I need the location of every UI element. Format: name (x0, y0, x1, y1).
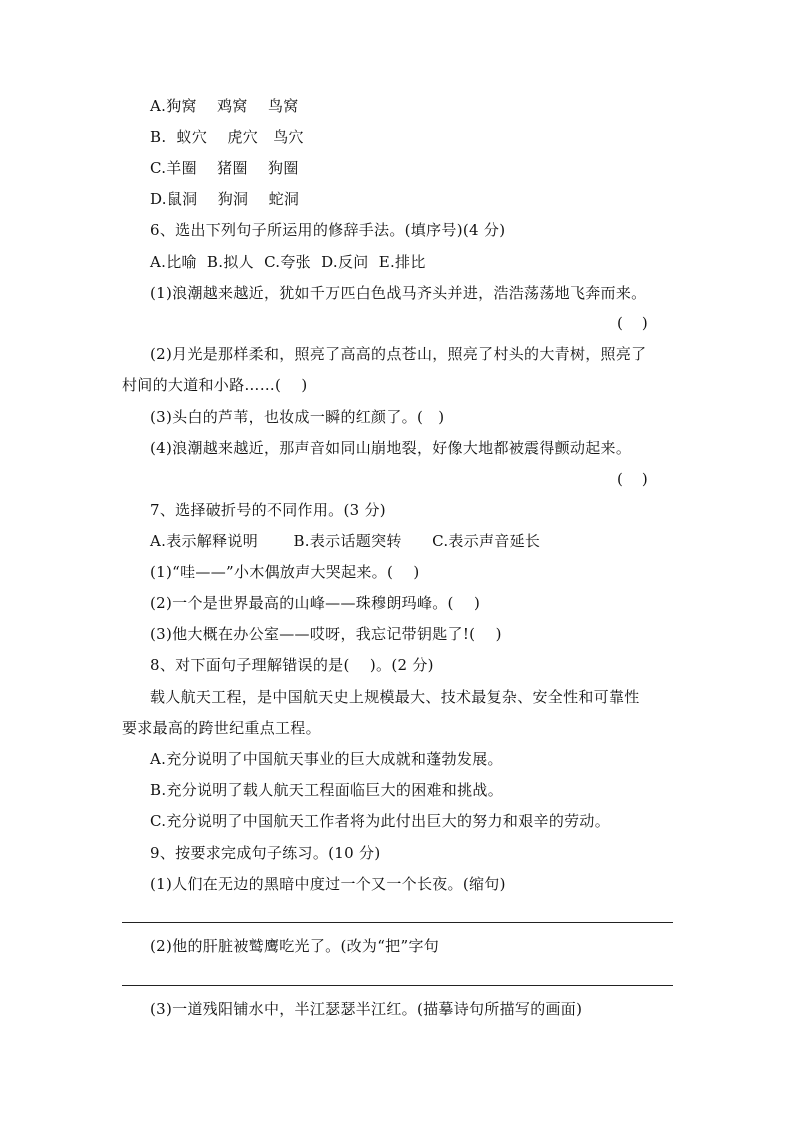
q6-sentence-2-line-1: (2)月光是那样柔和，照亮了高高的点苍山，照亮了村头的大青树，照亮了 (150, 345, 647, 363)
q7-title: 7、选择破折号的不同作用。(3 分) (150, 501, 386, 519)
q9-answer-line-2[interactable] (122, 985, 673, 986)
q6-title: 6、选出下列句子所运用的修辞手法。(填序号)(4 分) (150, 221, 506, 239)
q6-sentence-4: (4)浪潮越来越近，那声音如同山崩地裂，好像大地都被震得颤动起来。 (150, 439, 632, 457)
q7-sentence-2: (2)一个是世界最高的山峰——珠穆朗玛峰。( ) (150, 594, 481, 612)
q7-sentence-3: (3)他大概在办公室——哎呀，我忘记带钥匙了!( ) (150, 625, 502, 643)
q6-sentence-4-answer-blank[interactable]: ( ) (617, 470, 648, 488)
q9-title: 9、按要求完成句子练习。(10 分) (150, 844, 381, 862)
q6-options: A.比喻 B.拟人 C.夸张 D.反问 E.排比 (150, 253, 426, 271)
q8-option-a: A.充分说明了中国航天事业的巨大成就和蓬勃发展。 (150, 750, 503, 768)
q7-options: A.表示解释说明 B.表示话题突转 C.表示声音延长 (150, 532, 541, 550)
q7-sentence-1: (1)“哇——”小木偶放声大哭起来。( ) (150, 563, 420, 581)
q6-sentence-1-answer-blank[interactable]: ( ) (617, 314, 648, 332)
q8-passage-line-2: 要求最高的跨世纪重点工程。 (122, 719, 321, 737)
q5-option-b: B. 蚁穴 虎穴 鸟穴 (150, 128, 304, 146)
q6-sentence-2-line-2: 村间的大道和小路……( ) (122, 376, 308, 394)
q8-title: 8、对下面句子理解错误的是( )。(2 分) (150, 656, 434, 674)
q9-answer-line-1[interactable] (122, 922, 673, 923)
q8-passage-line-1: 载人航天工程，是中国航天史上规模最大、技术最复杂、安全性和可靠性 (150, 688, 640, 706)
q5-option-a: A.狗窝 鸡窝 鸟窝 (150, 97, 299, 115)
q5-option-c: C.羊圈 猪圈 狗圈 (150, 159, 299, 177)
q6-sentence-1: (1)浪潮越来越近，犹如千万匹白色战马齐头并进，浩浩荡荡地飞奔而来。 (150, 284, 647, 302)
q9-sentence-3: (3)一道残阳铺水中，半江瑟瑟半江红。(描摹诗句所描写的画面) (150, 1000, 583, 1018)
q5-option-d: D.鼠洞 狗洞 蛇洞 (150, 190, 300, 208)
q8-option-c: C.充分说明了中国航天工作者将为此付出巨大的努力和艰辛的劳动。 (150, 812, 611, 830)
q6-sentence-3: (3)头白的芦苇，也妆成一瞬的红颜了。( ) (150, 408, 445, 426)
q8-option-b: B.充分说明了载人航天工程面临巨大的困难和挑战。 (150, 781, 503, 799)
q9-sentence-1: (1)人们在无边的黑暗中度过一个又一个长夜。(缩句) (150, 875, 506, 893)
q9-sentence-2: (2)他的肝脏被鹫鹰吃光了。(改为“把”字句 (150, 937, 440, 955)
